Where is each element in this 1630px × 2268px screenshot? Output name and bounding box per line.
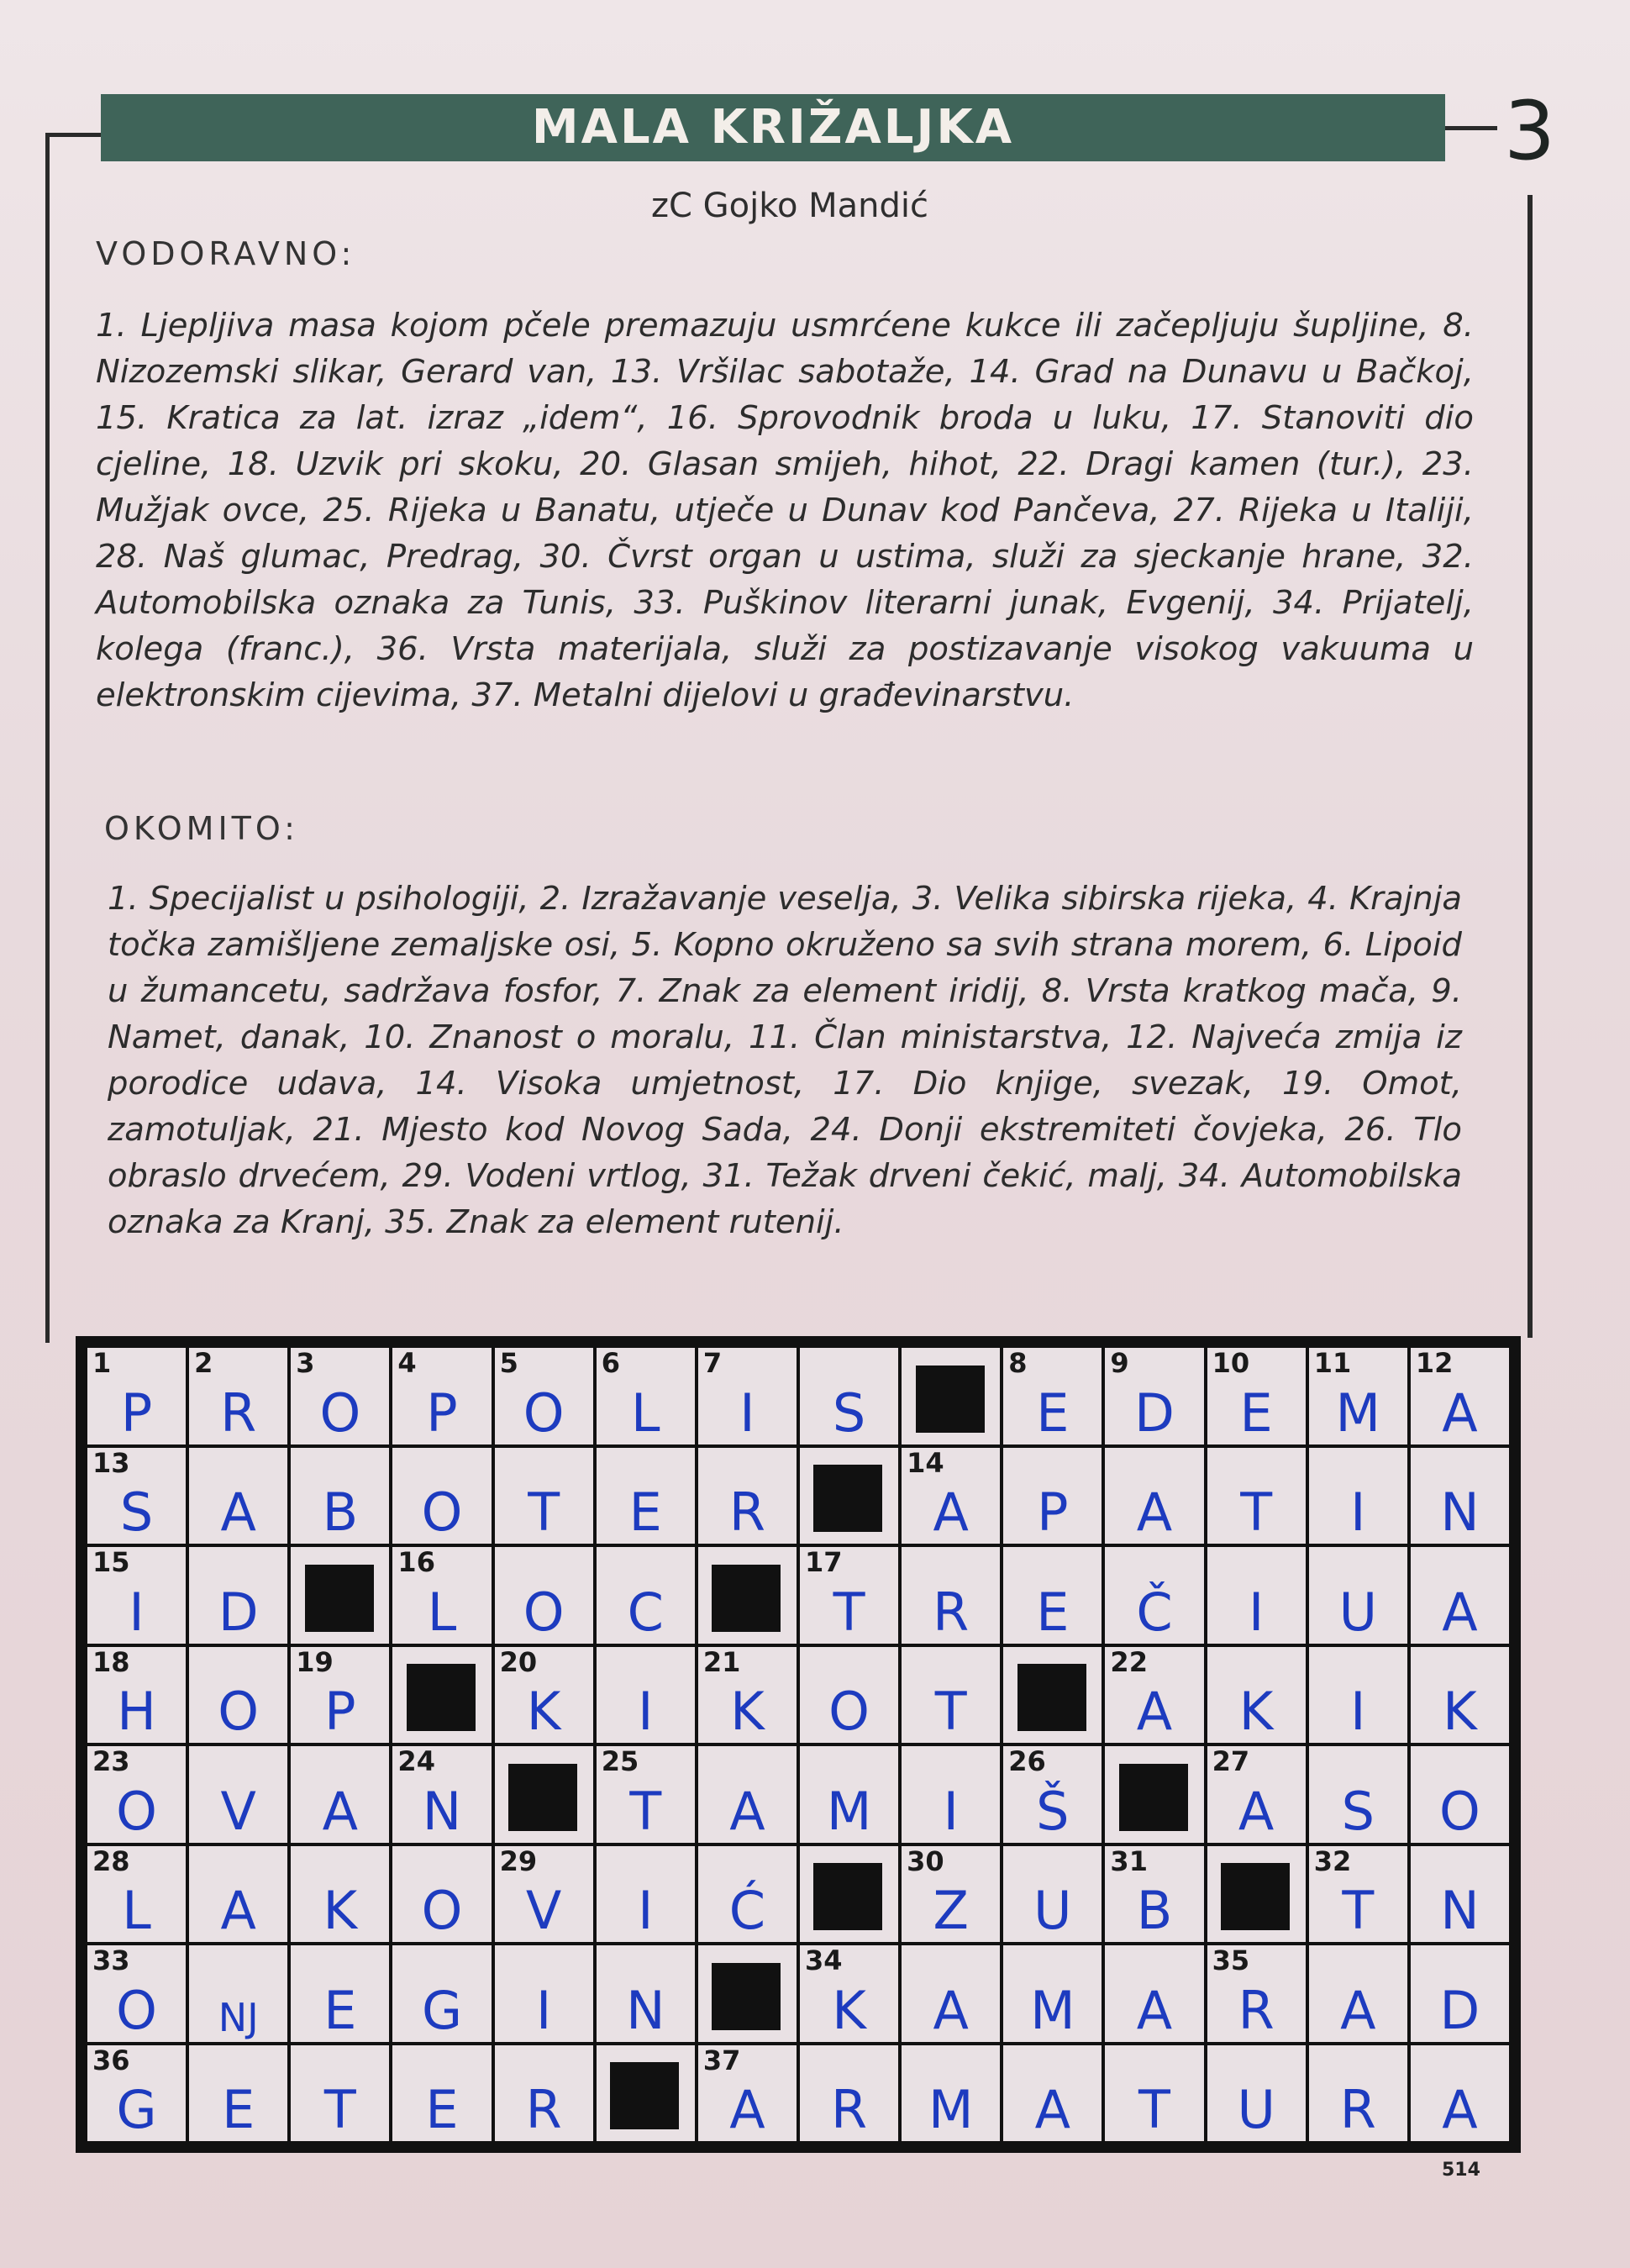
answer-letter: U (1237, 2079, 1275, 2140)
clue-number: 14 (907, 1447, 944, 1479)
answer-letter: S (1341, 1780, 1375, 1842)
clue-number: 9 (1110, 1348, 1129, 1379)
grid-cell[interactable] (597, 1448, 695, 1544)
frame-top-left (45, 133, 101, 137)
answer-letter: G (421, 1979, 463, 2041)
grid-cell[interactable] (495, 1945, 593, 2042)
answer-letter: T (934, 1681, 967, 1742)
grid-cell[interactable] (87, 1448, 186, 1544)
grid-cell[interactable] (698, 1746, 797, 1843)
grid-cell[interactable] (189, 1647, 287, 1744)
answer-letter: I (535, 1979, 552, 2041)
grid-cell[interactable] (1003, 1448, 1102, 1544)
answer-letter: R (933, 1581, 970, 1643)
grid-cell[interactable] (1105, 1647, 1203, 1744)
grid-cell[interactable] (1309, 1945, 1407, 2042)
grid-cell[interactable] (1105, 1448, 1203, 1544)
answer-letter: O (116, 1979, 157, 2041)
grid-cell[interactable] (597, 1348, 695, 1444)
answer-letter: E (1036, 1381, 1070, 1444)
answer-letter: A (729, 2079, 765, 2140)
frame-left (45, 133, 50, 1343)
answer-letter: T (629, 1780, 662, 1842)
crossword-grid-frame (76, 1336, 1521, 2153)
grid-cell[interactable] (291, 2045, 389, 2142)
answer-letter: A (1238, 1780, 1275, 1842)
grid-cell[interactable] (800, 1348, 898, 1444)
answer-letter: T (1342, 1880, 1375, 1941)
page-number: 3 (1504, 84, 1556, 178)
grid-cell[interactable] (291, 1746, 389, 1843)
clue-number: 22 (1110, 1646, 1148, 1678)
black-square (495, 1746, 593, 1843)
answer-letter: N (422, 1780, 462, 1842)
answer-letter: R (1238, 1979, 1275, 2041)
answer-letter: A (1340, 1979, 1376, 2041)
clue-number: 15 (92, 1547, 130, 1578)
answer-letter: A (1442, 1581, 1478, 1643)
answer-letter: I (943, 1780, 959, 1842)
grid-cell[interactable] (189, 1448, 287, 1544)
grid-cell[interactable] (189, 1945, 287, 2042)
answer-letter: P (426, 1381, 458, 1444)
answer-letter: I (638, 1681, 654, 1742)
answer-letter: R (728, 1481, 765, 1543)
grid-cell[interactable] (902, 1547, 1000, 1644)
black-square-fill (916, 1366, 985, 1433)
grid-cell[interactable] (291, 1348, 389, 1444)
grid-cell[interactable] (1309, 1647, 1407, 1744)
grid-cell[interactable] (392, 1448, 491, 1544)
answer-letter: T (323, 2079, 356, 2140)
answer-letter: E (1239, 1381, 1273, 1444)
answer-letter: R (220, 1381, 257, 1444)
grid-cell[interactable] (1207, 1348, 1306, 1444)
black-square-fill (305, 1565, 374, 1632)
grid-cell[interactable] (800, 1945, 898, 2042)
across-clues: 1. Ljepljiva masa kojom pčele premazuju usmrćene kukce ili začepljuju šupljine, 8. Nizozemski slikar, Gerard van, 13. Vršilac sabotaže, 14. Grad na Dunavu u Bačkoj, 15. Kratica za lat. izraz „idem“, 16. Sprovodnik broda u luku, 17. Stanoviti dio cjeline, 18. Uzvik pri skoku, 20. Glasan smijeh, hihot, 22. Dragi kamen (tur.), 23. Mužjak ovce, 25. Rijeka u Banatu, utječe u Dunav kod Pančeva, 27. Rijeka u Italiji, 28. Naš glumac, Predrag, 30. Čvrst organ u ustima, služi za sjeckanje hrane, 32. Automobilska oznaka za Tunis, 33. Puškinov literarni junak, Evgenij, 34. Prijatelj, kolega (franc.), 36. Vrsta materijala, služi za postizavanje visokog vakuuma u elektronskim cijevima, 37. Metalni dijelovi u građevinarstvu. (96, 307, 1474, 714)
answer-letter: A (220, 1880, 256, 1941)
answer-letter: K (1443, 1681, 1477, 1742)
grid-cell[interactable] (1411, 1547, 1509, 1644)
black-square (800, 1846, 898, 1943)
black-square (597, 2045, 695, 2142)
grid-cell[interactable] (597, 1945, 695, 2042)
answer-letter: U (1338, 1581, 1377, 1643)
clue-number: 16 (397, 1547, 435, 1578)
clue-number: 1 (92, 1348, 112, 1379)
black-square (800, 1448, 898, 1544)
clue-number: 29 (499, 1845, 538, 1877)
author-credit: zC Gojko Mandić (650, 187, 929, 225)
grid-cell[interactable] (597, 1547, 695, 1644)
answer-letter: O (523, 1581, 565, 1643)
grid-cell[interactable] (698, 1448, 797, 1544)
clue-number: 21 (702, 1646, 741, 1678)
answer-letter: M (928, 2079, 974, 2140)
grid-cell[interactable] (698, 1846, 797, 1943)
clue-number: 27 (1212, 1746, 1250, 1777)
answer-letter: T (1138, 2079, 1170, 2140)
answer-letter: A (1442, 2079, 1478, 2140)
answer-letter: M (1030, 1979, 1075, 2041)
answer-letter: I (739, 1381, 755, 1444)
grid-cell[interactable] (189, 1846, 287, 1943)
clue-number: 32 (1313, 1845, 1352, 1877)
grid-cell[interactable] (902, 1448, 1000, 1544)
answer-letter: O (1439, 1780, 1480, 1842)
grid-cell[interactable] (87, 1547, 186, 1644)
grid-cell[interactable] (902, 2045, 1000, 2142)
answer-letter: C (627, 1581, 664, 1643)
clue-number: 33 (92, 1945, 130, 1976)
answer-letter: E (425, 2079, 459, 2140)
grid-cell[interactable] (1105, 2045, 1203, 2142)
answer-letter: O (421, 1481, 463, 1543)
answer-letter: A (933, 1481, 969, 1543)
grid-cell[interactable] (1003, 2045, 1102, 2142)
answer-letter: H (117, 1681, 156, 1742)
answer-letter: V (525, 1880, 562, 1941)
answer-letter: K (526, 1681, 561, 1742)
grid-cell[interactable] (1411, 1348, 1509, 1444)
grid-cell[interactable] (1003, 1846, 1102, 1943)
grid-cell[interactable] (1309, 1846, 1407, 1943)
grid-cell[interactable] (1207, 1746, 1306, 1843)
answer-letter: E (1036, 1581, 1070, 1643)
black-square-fill (1017, 1664, 1086, 1731)
clue-number: 28 (92, 1845, 130, 1877)
grid-cell[interactable] (902, 1647, 1000, 1744)
answer-letter: U (1033, 1880, 1072, 1941)
answer-letter: K (832, 1979, 866, 2041)
clue-number: 34 (805, 1945, 843, 1976)
grid-cell[interactable] (87, 1647, 186, 1744)
answer-letter: M (1335, 1381, 1381, 1444)
clue-number: 24 (397, 1746, 435, 1777)
grid-cell[interactable] (87, 1945, 186, 2042)
answer-letter: M (826, 1780, 872, 1842)
grid-cell[interactable] (1309, 1547, 1407, 1644)
grid-cell[interactable] (495, 2045, 593, 2142)
grid-cell[interactable] (597, 1746, 695, 1843)
grid-cell[interactable] (597, 1846, 695, 1943)
black-square (698, 1945, 797, 2042)
grid-cell[interactable] (495, 1348, 593, 1444)
black-square-fill (813, 1863, 882, 1930)
grid-cell[interactable] (1207, 2045, 1306, 2142)
answer-letter: K (730, 1681, 765, 1742)
answer-letter: V (220, 1780, 256, 1842)
grid-cell[interactable] (392, 1348, 491, 1444)
clue-number: 19 (296, 1646, 334, 1678)
answer-letter: Ć (728, 1880, 766, 1941)
answer-letter: I (1248, 1581, 1265, 1643)
clue-number: 30 (907, 1845, 944, 1877)
answer-letter: D (1134, 1381, 1175, 1444)
answer-letter: O (218, 1681, 260, 1742)
clue-number: 13 (92, 1447, 130, 1479)
answer-letter: A (1136, 1481, 1173, 1543)
grid-cell[interactable] (189, 2045, 287, 2142)
answer-letter: R (525, 2079, 562, 2140)
grid-cell[interactable] (800, 2045, 898, 2142)
answer-letter: O (828, 1681, 870, 1742)
grid-cell[interactable] (1411, 1647, 1509, 1744)
grid-cell[interactable] (1207, 1945, 1306, 2042)
grid-cell[interactable] (1411, 1746, 1509, 1843)
grid-cell[interactable] (189, 1547, 287, 1644)
grid-cell[interactable] (1207, 1647, 1306, 1744)
grid-cell[interactable] (1411, 1448, 1509, 1544)
grid-cell[interactable] (1207, 1547, 1306, 1644)
answer-letter: T (1240, 1481, 1273, 1543)
black-square-fill (712, 1565, 781, 1632)
clue-number: 6 (601, 1348, 620, 1379)
black-square-fill (407, 1664, 476, 1731)
answer-letter: I (638, 1880, 654, 1941)
grid-cell[interactable] (392, 1547, 491, 1644)
grid-cell[interactable] (1309, 1746, 1407, 1843)
black-square (1105, 1746, 1203, 1843)
grid-cell[interactable] (1105, 1547, 1203, 1644)
answer-letter: T (528, 1481, 560, 1543)
grid-cell[interactable] (392, 2045, 491, 2142)
grid-cell[interactable] (1411, 2045, 1509, 2142)
answer-letter: B (322, 1481, 359, 1543)
grid-cell[interactable] (291, 1945, 389, 2042)
answer-letter: E (323, 1979, 357, 2041)
grid-cell[interactable] (1309, 2045, 1407, 2142)
clue-number: 4 (397, 1348, 417, 1379)
answer-letter: P (120, 1381, 153, 1444)
clue-number: 12 (1415, 1348, 1454, 1379)
answer-letter: A (220, 1481, 256, 1543)
answer-letter: A (1442, 1381, 1478, 1444)
answer-letter: A (1034, 2079, 1071, 2140)
grid-cell[interactable] (495, 1547, 593, 1644)
grid-cell[interactable] (1003, 1348, 1102, 1444)
clue-number: 10 (1212, 1348, 1250, 1379)
grid-cell[interactable] (800, 1647, 898, 1744)
grid-cell[interactable] (698, 1348, 797, 1444)
answer-letter: G (116, 2079, 157, 2140)
grid-cell[interactable] (1105, 1348, 1203, 1444)
grid-cell[interactable] (1411, 1846, 1509, 1943)
answer-letter: O (116, 1780, 157, 1842)
black-square-fill (712, 1963, 781, 2030)
across-heading: VODORAVNO: (96, 235, 356, 272)
grid-cell[interactable] (1105, 1945, 1203, 2042)
grid-cell[interactable] (1003, 1547, 1102, 1644)
grid-cell[interactable] (87, 1746, 186, 1843)
answer-letter: E (222, 2079, 255, 2140)
answer-letter: L (427, 1581, 457, 1643)
answer-letter: A (1136, 1979, 1173, 2041)
grid-cell[interactable] (495, 1448, 593, 1544)
crossword-grid (87, 1348, 1509, 2141)
clue-number: 2 (194, 1348, 213, 1379)
black-square (1207, 1846, 1306, 1943)
grid-cell[interactable] (698, 1647, 797, 1744)
answer-letter: T (833, 1581, 865, 1643)
black-square (902, 1348, 1000, 1444)
black-square-fill (1119, 1764, 1188, 1831)
puzzle-code: 514 (1442, 2160, 1480, 2181)
answer-letter: Š (1036, 1780, 1070, 1842)
grid-cell[interactable] (392, 1746, 491, 1843)
black-square (291, 1547, 389, 1644)
clue-number: 3 (296, 1348, 315, 1379)
grid-cell[interactable] (1309, 1448, 1407, 1544)
clue-number: 8 (1008, 1348, 1028, 1379)
answer-letter: P (324, 1681, 356, 1742)
answer-letter: P (1037, 1481, 1069, 1543)
answer-letter: B (1136, 1880, 1173, 1941)
grid-cell[interactable] (189, 1746, 287, 1843)
answer-letter: A (1136, 1681, 1173, 1742)
grid-cell[interactable] (1105, 1846, 1203, 1943)
answer-letter: N (1440, 1481, 1480, 1543)
answer-letter: O (319, 1381, 361, 1444)
clue-number: 23 (92, 1746, 130, 1777)
grid-cell[interactable] (902, 1945, 1000, 2042)
answer-letter: A (322, 1780, 359, 1842)
clue-number: 17 (805, 1547, 843, 1578)
answer-letter: K (1238, 1681, 1274, 1742)
answer-letter: N (626, 1979, 665, 2041)
black-square (698, 1547, 797, 1644)
answer-letter: R (831, 2079, 868, 2140)
frame-top-right (1445, 126, 1497, 130)
answer-letter: N (1440, 1880, 1480, 1941)
answer-letter: A (729, 1780, 765, 1842)
answer-letter: Č (1136, 1581, 1173, 1643)
grid-cell[interactable] (291, 1647, 389, 1744)
answer-letter: I (129, 1581, 145, 1643)
grid-cell[interactable] (1207, 1448, 1306, 1544)
grid-cell[interactable] (189, 1348, 287, 1444)
grid-cell[interactable] (597, 1647, 695, 1744)
black-square-fill (1221, 1863, 1290, 1930)
down-heading: OKOMITO: (104, 810, 299, 847)
answer-letter: S (119, 1481, 154, 1543)
down-clues: 1. Specijalist u psihologiji, 2. Izražavanje veselja, 3. Velika sibirska rijeka, 4. Krajnja točka zamišljene zemaljske osi, 5. Kopno okruženo sa svih strana morem, 6. Lipoid u žumancetu, sadržava fosfor, 7. Znak za element iridij, 8. Vrsta kratkog mača, 9. Namet, danak, 10. Znanost o moralu, 11. Član ministarstva, 12. Najveća zmija iz porodice udava, 14. Visoka umjetnost, 17. Dio knjige, svezak, 19. Omot, zamotuljak, 21. Mjesto kod Novog Sada, 24. Donji ekstremiteti čovjeka, 26. Tlo obraslo drvećem, 29. Vodeni vrtlog, 31. Težak drveni čekić, malj, 34. Automobilska oznaka za Kranj, 35. Znak za element rutenij. (108, 880, 1462, 1241)
clue-number: 36 (92, 2044, 130, 2076)
clue-number: 26 (1008, 1746, 1046, 1777)
answer-letter: D (218, 1581, 259, 1643)
answer-letter: L (631, 1381, 660, 1444)
grid-cell[interactable] (87, 2045, 186, 2142)
grid-cell[interactable] (800, 1746, 898, 1843)
black-square-fill (813, 1465, 882, 1532)
answer-letter: O (421, 1880, 463, 1941)
answer-letter: O (523, 1381, 565, 1444)
answer-letter: I (1350, 1681, 1366, 1742)
clue-number: 5 (499, 1348, 518, 1379)
grid-cell[interactable] (495, 1846, 593, 1943)
grid-cell[interactable] (800, 1547, 898, 1644)
black-square (392, 1647, 491, 1744)
grid-cell[interactable] (902, 1846, 1000, 1943)
black-square-fill (508, 1764, 577, 1831)
black-square (1003, 1647, 1102, 1744)
black-square-fill (610, 2062, 679, 2129)
answer-letter: L (122, 1880, 151, 1941)
grid-cell[interactable] (291, 1448, 389, 1544)
answer-letter: NJ (218, 1994, 259, 2040)
answer-letter: E (628, 1481, 662, 1543)
frame-right (1527, 195, 1533, 1338)
grid-cell[interactable] (1003, 1746, 1102, 1843)
grid-cell[interactable] (392, 1846, 491, 1943)
grid-cell[interactable] (902, 1746, 1000, 1843)
answer-letter: A (933, 1979, 969, 2041)
grid-cell[interactable] (1309, 1348, 1407, 1444)
grid-cell[interactable] (495, 1647, 593, 1744)
clue-number: 11 (1313, 1348, 1352, 1379)
grid-cell[interactable] (87, 1846, 186, 1943)
grid-cell[interactable] (87, 1348, 186, 1444)
answer-letter: S (832, 1381, 866, 1444)
clue-number: 35 (1212, 1945, 1250, 1976)
grid-cell[interactable] (392, 1945, 491, 2042)
answer-letter: Z (933, 1880, 969, 1941)
grid-cell[interactable] (1411, 1945, 1509, 2042)
grid-cell[interactable] (1003, 1945, 1102, 2042)
grid-cell[interactable] (291, 1846, 389, 1943)
clue-number: 31 (1110, 1845, 1148, 1877)
answer-letter: K (323, 1880, 358, 1941)
clue-number: 20 (499, 1646, 538, 1678)
clue-number: 18 (92, 1646, 130, 1678)
answer-letter: R (1339, 2079, 1376, 2140)
grid-cell[interactable] (698, 2045, 797, 2142)
clue-number: 25 (601, 1746, 639, 1777)
answer-letter: D (1439, 1979, 1480, 2041)
clue-number: 7 (702, 1348, 723, 1379)
puzzle-title: MALA KRIŽALJKA (101, 94, 1445, 161)
answer-letter: I (1350, 1481, 1366, 1543)
clue-number: 37 (702, 2044, 741, 2076)
